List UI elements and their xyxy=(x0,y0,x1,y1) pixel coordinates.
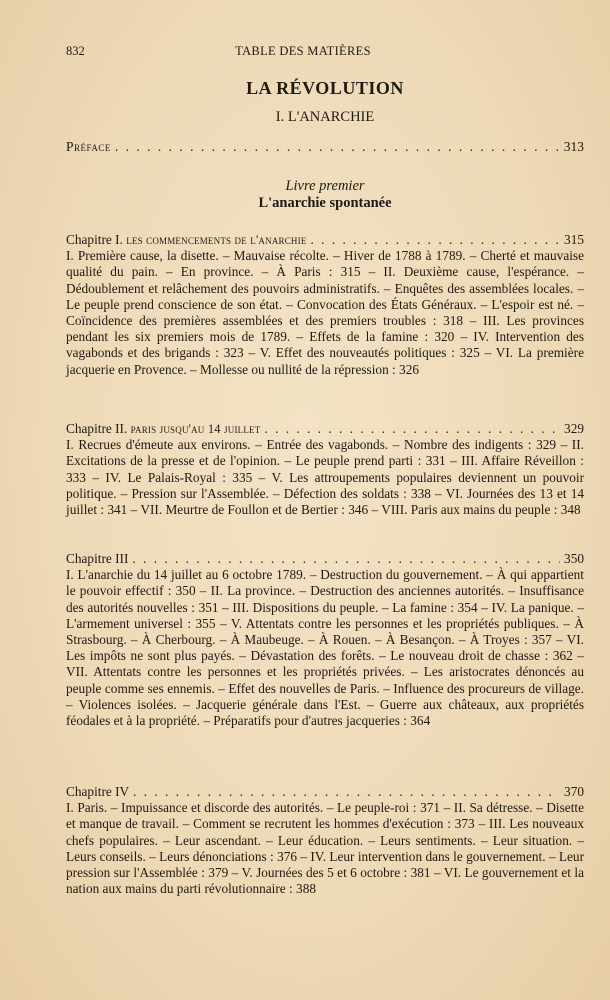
dot-leader xyxy=(264,421,560,437)
chapter-prefix: Chapitre III xyxy=(66,551,129,566)
chapter-entry-2 xyxy=(66,421,584,518)
chapter-prefix: Chapitre II. xyxy=(66,421,128,436)
book-title: L'anarchie spontanée xyxy=(258,195,392,211)
preface-page: 313 xyxy=(563,139,584,154)
chapter-page: 315 xyxy=(564,232,584,247)
preface-entry xyxy=(66,139,584,155)
running-header xyxy=(66,44,580,62)
running-title: TABLE DES MATIÈRES xyxy=(235,44,371,58)
chapter-prefix: Chapitre IV xyxy=(66,784,130,799)
dot-leader xyxy=(311,232,561,248)
dot-leader xyxy=(132,551,560,567)
chapter-heading xyxy=(66,421,584,437)
book-label: Livre premier xyxy=(285,178,365,194)
chapter-title: les commencements de l'anarchie xyxy=(126,233,307,247)
preface-label: Préface xyxy=(66,139,111,154)
chapter-heading xyxy=(66,551,584,567)
chapter-heading xyxy=(66,784,584,800)
chapter-summary: I. Paris. – Impuissance et discorde des autorités. – Le peuple-roi : 371 – II. Sa détresse. – Disette et manque de travail. – Comment se recrutent les hommes d'exécution : 373 – III. Les nouveaux chefs populaires. – Leur ascendant. – Leur éducation. – Leurs sentiments. – Leur situation. – Leurs conseils. – Leurs dénonciations : 376 – IV. Leur intervention dans le gouvernement. – Leur pression sur l'Assemblée : 379 – V. Journées des 5 et 6 octobre : 381 – VI. Le gouvernement et la nation aux mains du parti révolutionnaire : 388 xyxy=(66,800,584,897)
chapter-summary: I. Recrues d'émeute aux environs. – Entrée des vagabonds. – Nombre des indigents : 329 – II. Excitations de la presse et de l'opinion. – Le peuple prend parti : 331 – III. Affaire Réveillon : 333 – IV. Le Palais-Royal : 335 – V. Les attroupements populaires deviennent un pouvoir politique. – Pression sur l'Assemblée. – Défection des soldats : 338 – VI. Journées des 13 et 14 juillet : 341 – VII. Meurtre de Foullon et de Bertier : 346 – VIII. Paris aux mains du peuple : 348 xyxy=(66,437,584,518)
dot-leader xyxy=(115,139,560,155)
chapter-entry-3 xyxy=(66,551,584,729)
chapter-summary: I. Première cause, la disette. – Mauvaise récolte. – Hiver de 1788 à 1789. – Cherté et mauvaise qualité du pain. – En province. – À Paris : 315 – II. Deuxième cause, l'espérance. – Dédoublement et relâchement des pouvoirs administratifs. – Enquêtes des assemblées locales. – Le peuple prend conscience de son état. – Convocation des États Généraux. – L'espoir est né. – Coïncidence des premières assemblées et des premiers troubles : 318 – III. Les provinces pendant les six premiers mois de 1789. – Effets de la famine : 320 – IV. Intervention des vagabonds et des brigands : 323 – V. Effet des nouveautés politiques : 325 – VI. La première jacquerie en Provence. – Mollesse ou nullité de la répression : 326 xyxy=(66,248,584,377)
dot-leader xyxy=(133,784,560,800)
chapter-title: paris jusqu'au 14 juillet xyxy=(130,422,261,436)
chapter-entry-4 xyxy=(66,784,584,897)
page-number: 832 xyxy=(66,44,85,58)
chapter-page: 370 xyxy=(564,784,584,799)
volume-subtitle: I. L'ANARCHIE xyxy=(275,109,375,125)
chapter-prefix: Chapitre I. xyxy=(66,232,123,247)
chapter-page: 350 xyxy=(564,551,584,566)
part-title: LA RÉVOLUTION xyxy=(246,78,404,98)
chapter-heading xyxy=(66,232,584,248)
chapter-entry-1 xyxy=(66,232,584,378)
chapter-page: 329 xyxy=(564,421,584,436)
chapter-summary: I. L'anarchie du 14 juillet au 6 octobre 1789. – Destruction du gouvernement. – À qui appartient le pouvoir effectif : 350 – II. La province. – Destruction des anciennes autorités. – Insuffisance des autorités nouvelles : 351 – III. Dispositions du peuple. – La famine : 354 – IV. La panique. – L'armement universel : 355 – V. Attentats contre les personnes et les propriétés publiques. – À Strasbourg. – À Cherbourg. – À Maubeuge. – À Rouen. – À Besançon. – À Troyes : 357 – VI. Les impôts ne sont plus payés. – Dévastation des forêts. – Le nouveau droit de chasse : 362 – VII. Attentats contre les personnes et les propriétés privées. – Les aristocrates dénoncés au peuple comme ses ennemis. – Effet des nouvelles de Paris. – Influence des procureurs de village. – Violences isolées. – Jacquerie générale dans l'Est. – Guerre aux châteaux, aux propriétés féodales et à la propriété. – Préparatifs pour d'autres jacqueries : 364 xyxy=(66,567,584,729)
